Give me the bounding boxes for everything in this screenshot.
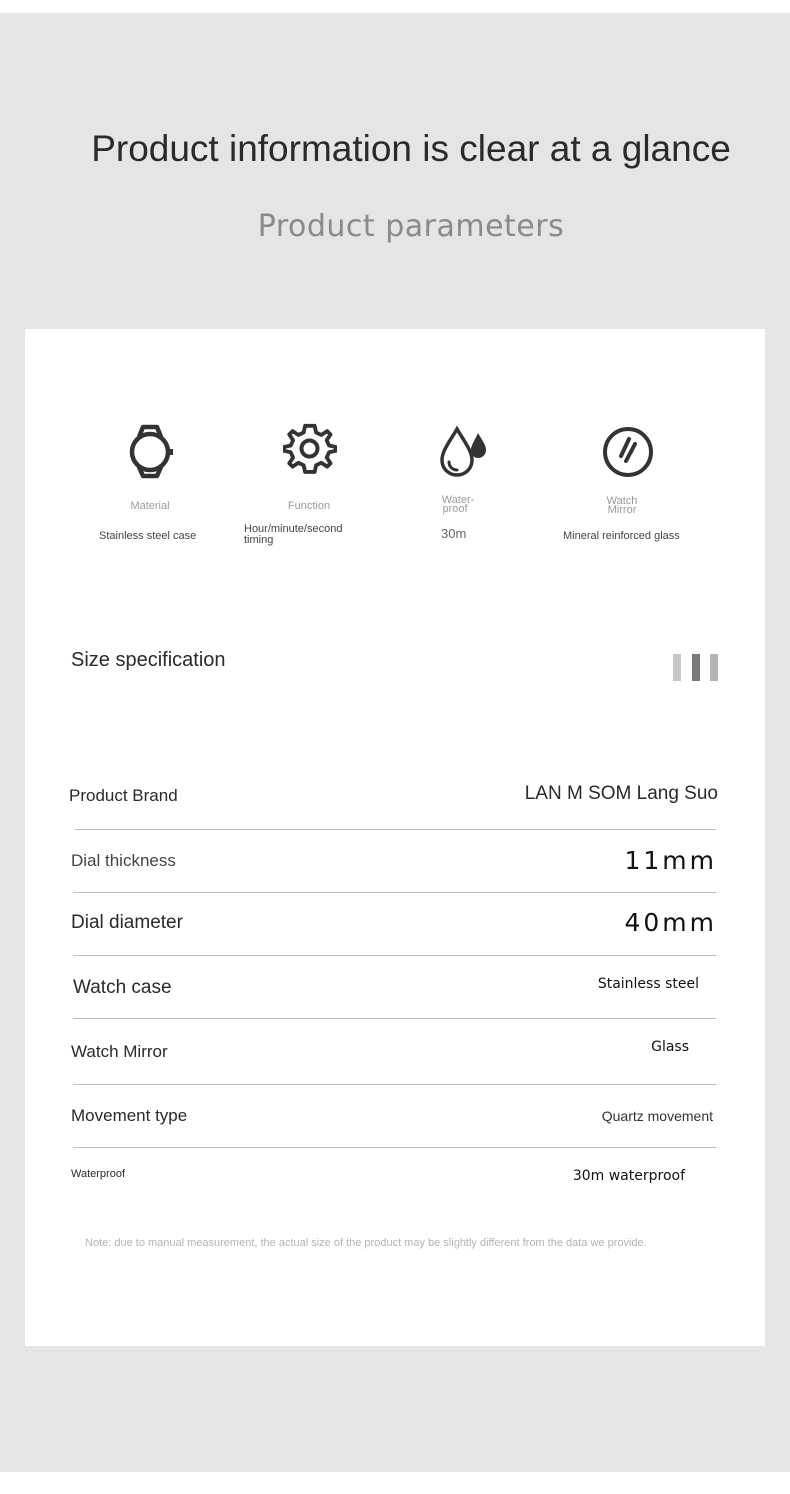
spec-label-waterproof: Waterproof	[71, 1168, 126, 1180]
spec-value-watch-case: Stainless steel	[597, 976, 699, 992]
divider	[75, 829, 716, 830]
spec-label-movement-type: Movement type	[71, 1106, 188, 1125]
feature-waterproof	[438, 425, 490, 479]
feature-mirror-label-line2: Mirror	[607, 504, 637, 516]
gear-icon	[283, 422, 337, 476]
spec-value-movement-type: Quartz movement	[601, 1108, 713, 1124]
spec-value-dial-diameter: 40mm	[624, 908, 717, 937]
feature-waterproof-label-line1: Water-	[441, 494, 475, 506]
water-drop-icon	[438, 425, 490, 479]
feature-waterproof-label-line2: proof	[442, 503, 468, 515]
parameters-card	[25, 329, 765, 1346]
measurement-note: Note: due to manual measurement, the actual size of the product may be slightly different from the data we provide.	[85, 1237, 647, 1249]
feature-function-value-line2: timing	[244, 534, 274, 546]
spec-value-brand: LAN M SOM Lang Suo	[524, 783, 718, 804]
bar-2	[692, 654, 700, 681]
spec-label-dial-thickness: Dial thickness	[71, 851, 176, 870]
spec-label-dial-diameter: Dial diameter	[71, 912, 183, 933]
divider	[73, 1018, 716, 1019]
spec-value-watch-mirror: Glass	[651, 1039, 689, 1055]
feature-mirror	[602, 426, 654, 478]
feature-function-label: Function	[287, 500, 331, 512]
spec-value-waterproof: 30m waterproof	[572, 1168, 685, 1184]
feature-material-label: Material	[130, 500, 170, 512]
bar-1	[673, 654, 681, 681]
size-specification-title: Size specification	[71, 649, 226, 671]
page-subtitle: Product parameters	[257, 209, 565, 244]
bar-3	[710, 654, 718, 681]
watch-case-icon	[127, 423, 177, 479]
page-title: Product information is clear at a glance	[91, 128, 731, 169]
feature-function	[283, 422, 337, 476]
page-background	[0, 13, 790, 1472]
feature-mirror-label-line1: Watch	[606, 495, 638, 507]
feature-mirror-value: Mineral reinforced glass	[563, 530, 680, 542]
divider	[73, 892, 716, 893]
watch-mirror-icon	[602, 426, 654, 478]
feature-waterproof-value: 30m	[441, 526, 467, 541]
feature-function-value-line1: Hour/minute/second	[244, 523, 343, 535]
feature-material	[127, 423, 177, 479]
feature-material-value: Stainless steel case	[99, 530, 197, 542]
spec-value-dial-thickness: 11mm	[624, 846, 717, 875]
spec-label-brand: Product Brand	[69, 786, 178, 805]
divider	[73, 1084, 716, 1085]
spec-label-watch-mirror: Watch Mirror	[71, 1042, 168, 1061]
spec-label-watch-case: Watch case	[73, 977, 172, 998]
divider	[73, 955, 716, 956]
divider	[73, 1147, 716, 1148]
